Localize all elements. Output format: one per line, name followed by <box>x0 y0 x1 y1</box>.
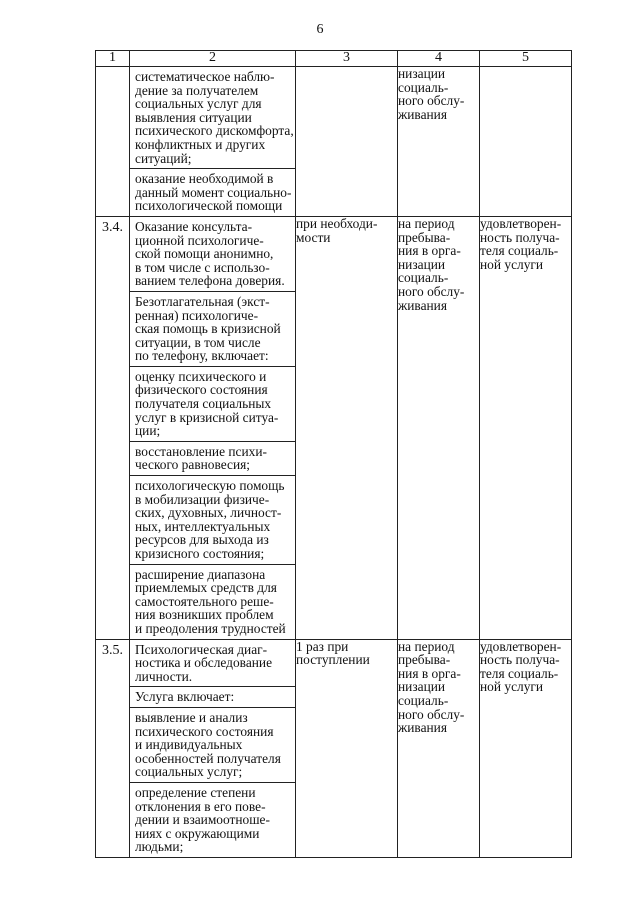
period-cell <box>398 639 480 857</box>
text-line: дении и взаимоотноше- <box>135 812 270 828</box>
text-line: восстановление психи- <box>135 443 267 459</box>
column-header: 2 <box>130 51 296 67</box>
text-line: ситуации, в том числе <box>135 334 261 350</box>
text-line: ситуаций; <box>135 150 192 166</box>
text-line: ниях с окружающими <box>135 825 260 841</box>
criteria-cell <box>480 216 572 639</box>
text-line: ния возникших проблем <box>135 607 274 623</box>
criteria-cell <box>480 639 572 857</box>
paragraph <box>130 783 295 857</box>
text-line: данный момент социально- <box>135 184 292 200</box>
column-header: 4 <box>398 51 480 67</box>
page-number: 6 <box>316 22 324 37</box>
paragraph <box>130 476 295 565</box>
paragraph <box>130 169 295 216</box>
text-line: на период <box>398 215 455 231</box>
text-line: теля социаль- <box>480 665 559 681</box>
text-line: физического состояния <box>135 382 268 398</box>
paragraph <box>130 687 295 708</box>
table-row-continuation <box>96 67 572 217</box>
text-line: ванием телефона доверия. <box>135 273 285 289</box>
text-line: личности. <box>135 668 193 684</box>
text-line: ность получа- <box>480 652 560 668</box>
text-line: 1 раз при <box>296 638 349 654</box>
text-line: психического состояния <box>135 723 274 739</box>
text-line: социаль- <box>398 692 449 708</box>
text-line: ного обслу- <box>398 93 465 109</box>
text-line: ной услуги <box>480 256 544 272</box>
text-line: расширение диапазона <box>135 566 266 582</box>
text-line: людьми; <box>135 839 184 855</box>
frequency-cell <box>296 67 398 217</box>
text-line: ционной психологиче- <box>135 232 264 248</box>
text-line: в мобилизации физиче- <box>135 491 270 507</box>
text-line: живания <box>398 106 447 122</box>
text-line: низации <box>398 66 446 81</box>
paragraph <box>130 367 295 442</box>
text-line: низации <box>398 679 446 695</box>
text-line: Оказание консульта- <box>135 218 253 234</box>
column-header: 1 <box>96 51 130 67</box>
row-number: 3.4. <box>96 216 130 639</box>
text-line: психологической помощи <box>135 198 283 214</box>
table-row <box>96 639 572 857</box>
text-line: психического дискомфорта, <box>135 123 294 139</box>
text-line: живания <box>398 297 447 313</box>
paragraph <box>130 442 295 476</box>
text-line: ния в орга- <box>398 243 461 259</box>
text-line: по телефону, включает: <box>135 348 269 364</box>
text-line: и индивидуальных <box>135 737 243 753</box>
text-line: ных, интеллектуальных <box>135 518 271 534</box>
text-line: теля социаль- <box>480 243 559 259</box>
text-line: и преодоления трудностей <box>135 620 286 636</box>
paragraph <box>130 565 295 639</box>
paragraph <box>130 292 295 367</box>
text-line: оценку психического и <box>135 368 267 384</box>
text-line: получателя социальных <box>135 396 272 412</box>
text-line: кризисного состояния; <box>135 546 265 561</box>
text-line: оказание необходимой в <box>135 171 274 187</box>
table-row <box>96 216 572 639</box>
text-line: услуг в кризисной ситуа- <box>135 409 279 425</box>
text-line: Услуга включает: <box>135 689 235 705</box>
text-line: поступлении <box>296 652 370 668</box>
row-number: 3.5. <box>96 639 130 857</box>
text-line: систематическое наблю- <box>135 69 275 84</box>
description-cell <box>130 67 296 217</box>
text-line: выявления ситуации <box>135 109 252 125</box>
period-cell <box>398 216 480 639</box>
text-line: удовлетворен- <box>480 215 562 231</box>
text-line: мости <box>296 229 331 245</box>
text-line: удовлетворен- <box>480 638 562 654</box>
text-line: ческого равновесия; <box>135 457 251 473</box>
services-table <box>95 50 572 858</box>
frequency-cell <box>296 639 398 857</box>
text-line: пребыва- <box>398 229 451 245</box>
table-header-row <box>96 51 572 67</box>
text-line: самостоятельного реше- <box>135 593 274 609</box>
text-line: приемлемых средств для <box>135 580 277 596</box>
text-line: Психологическая диаг- <box>135 641 268 657</box>
text-line: ной услуги <box>480 679 544 695</box>
text-line: ских, духовных, личност- <box>135 505 282 521</box>
text-line: Безотлагательная (экст- <box>135 293 270 309</box>
text-line: ренная) психологиче- <box>135 307 259 323</box>
description-cell <box>130 639 296 857</box>
text-line: ность получа- <box>480 229 560 245</box>
text-line: ного обслу- <box>398 706 465 722</box>
text-line: отклонения в его пове- <box>135 798 266 814</box>
text-line: пребыва- <box>398 652 451 668</box>
text-line: социальных услуг; <box>135 764 243 780</box>
text-line: ская помощь в кризисной <box>135 321 281 337</box>
text-line: ции; <box>135 423 161 439</box>
text-line: ного обслу- <box>398 283 465 299</box>
description-cell <box>130 216 296 639</box>
text-line: дение за получателем <box>135 82 259 98</box>
text-line: ресурсов для выхода из <box>135 532 269 548</box>
frequency-cell <box>296 216 398 639</box>
column-header: 3 <box>296 51 398 67</box>
column-header: 5 <box>480 51 572 67</box>
criteria-cell <box>480 67 572 217</box>
paragraph <box>130 67 295 169</box>
text-line: особенностей получателя <box>135 750 281 766</box>
text-line: определение степени <box>135 784 256 800</box>
text-line: социаль- <box>398 79 449 95</box>
text-line: конфликтных и других <box>135 136 266 152</box>
text-line: живания <box>398 720 447 736</box>
text-line: ской помощи анонимно, <box>135 246 274 262</box>
text-line: ностика и обследование <box>135 655 273 671</box>
text-line: ния в орга- <box>398 665 461 681</box>
number-cell <box>96 67 130 217</box>
paragraph <box>130 708 295 783</box>
text-line: социальных услуг для <box>135 96 262 112</box>
text-line: низации <box>398 256 446 272</box>
paragraph <box>130 640 295 688</box>
text-line: в том числе с использо- <box>135 259 270 275</box>
text-line: психологическую помощь <box>135 478 285 494</box>
text-line: на период <box>398 638 455 654</box>
text-line: при необходи- <box>296 215 378 231</box>
text-line: социаль- <box>398 270 449 286</box>
period-cell <box>398 67 480 217</box>
paragraph <box>130 217 295 292</box>
text-line: выявление и анализ <box>135 709 248 725</box>
